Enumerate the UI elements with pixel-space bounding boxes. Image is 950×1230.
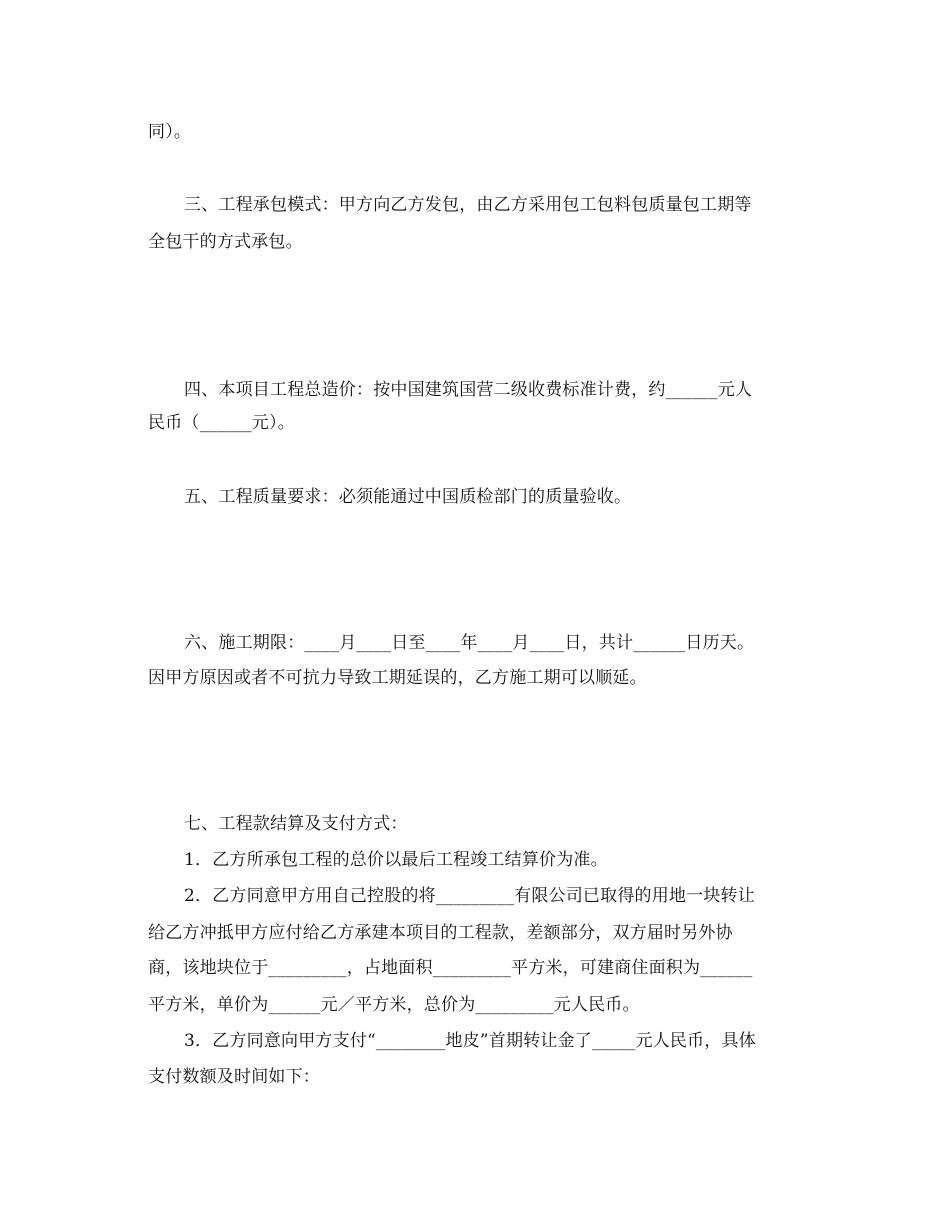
clause-7-item-2-line-4: 平方米，单价为______元／平方米，总价为_________元人民币。 [148, 995, 640, 1015]
clause-7-item-2-line-1: 2．乙方同意甲方用自己控股的将_________有限公司已取得的用地一块转让 [184, 886, 755, 906]
text-line-contract-continuation: 同）。 [148, 122, 192, 142]
clause-7-item-2-line-3: 商，该地块位于_________，占地面积_________平方米，可建商住面积为______ [148, 958, 753, 978]
clause-7-item-3-line-1: 3．乙方同意向甲方支付“________地皮”首期转让金了_____元人民币，具体 [184, 1031, 756, 1051]
clause-7-item-3-line-2: 支付数额及时间如下： [148, 1067, 320, 1087]
clause-5-line-1: 五、工程质量要求：必须能通过中国质检部门的质量验收。 [184, 487, 632, 507]
clause-3-line-1: 三、工程承包模式：甲方向乙方发包，由乙方采用包工包料包质量包工期等 [184, 195, 752, 215]
clause-7-item-2-line-2: 给乙方冲抵甲方应付给乙方承建本项目的工程款，差额部分，双方届时另外协 [148, 923, 733, 943]
clause-7-item-1: 1．乙方所承包工程的总价以最后工程竣工结算价为准。 [184, 850, 608, 870]
clause-4-line-1: 四、本项目工程总造价：按中国建筑国营二级收费标准计费，约______元人 [184, 380, 753, 400]
clause-4-line-2: 民币（______元）。 [148, 413, 295, 433]
clause-7-heading: 七、工程款结算及支付方式： [184, 814, 408, 834]
clause-6-line-2: 因甲方原因或者不可抗力导致工期延误的，乙方施工期可以顺延。 [148, 668, 647, 688]
clause-3-line-2: 全包干的方式承包。 [148, 232, 303, 252]
clause-6-line-1: 六、施工期限：____月____日至____年____月____日，共计______日历天。 [184, 633, 755, 653]
